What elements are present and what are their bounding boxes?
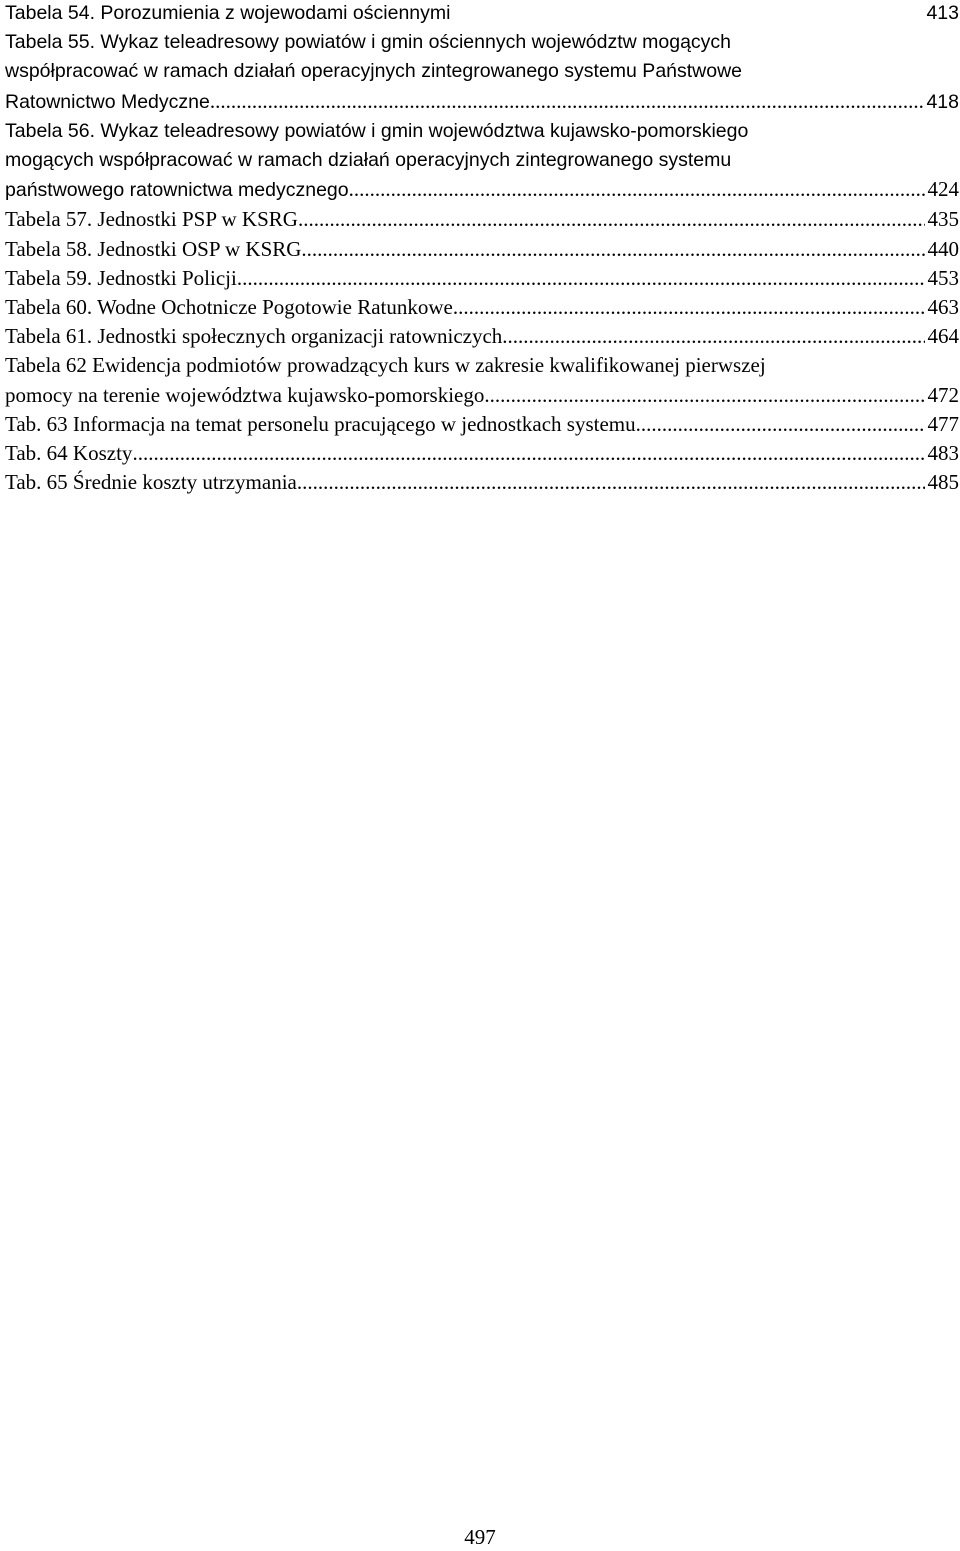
dot-leader xyxy=(237,264,925,293)
dot-leader xyxy=(297,468,925,497)
dot-leader xyxy=(349,175,925,204)
toc-page-number: 483 xyxy=(927,441,959,466)
toc-entry-title: Tab. 65 Średnie koszty utrzymania xyxy=(5,470,297,495)
toc-entry-title: Tabela 60. Wodne Ochotnicze Pogotowie Ratunkowe xyxy=(5,295,453,320)
toc-entry-last-line xyxy=(5,264,959,293)
toc-entry-title: Tab. 64 Koszty xyxy=(5,441,133,466)
toc-page-number: 453 xyxy=(927,265,959,290)
toc-page-number: 440 xyxy=(927,236,959,261)
toc-page-number: 424 xyxy=(927,177,959,202)
dot-leader xyxy=(453,293,925,322)
dot-leader xyxy=(298,205,925,234)
toc-entry[interactable] xyxy=(5,410,959,439)
table-of-contents xyxy=(5,0,959,497)
toc-entry-last-line xyxy=(5,175,959,205)
toc-entry-last-line xyxy=(5,0,959,28)
toc-page-number: 435 xyxy=(927,207,959,232)
toc-entry[interactable] xyxy=(5,351,959,409)
dot-leader xyxy=(636,410,925,439)
toc-entry-title: Tab. 63 Informacja na temat personelu pracującego w jednostkach systemu xyxy=(5,411,636,436)
dot-leader xyxy=(210,87,924,116)
toc-entry-title: Tabela 57. Jednostki PSP w KSRG xyxy=(5,207,298,232)
toc-page-number: 477 xyxy=(927,411,959,436)
toc-entry-line: Tabela 55. Wykaz teleadresowy powiatów i gmin ościennych województw mogących xyxy=(5,31,732,54)
toc-entry-title: Tabela 54. Porozumienia z wojewodami ościennymi xyxy=(5,2,451,24)
toc-entry-title: Tabela 61. Jednostki społecznych organizacji ratowniczych xyxy=(5,324,503,349)
toc-entry-last-line xyxy=(5,87,959,117)
toc-entry-last-line xyxy=(5,205,959,234)
toc-page-number: 472 xyxy=(927,382,959,407)
toc-entry[interactable] xyxy=(5,293,959,322)
toc-entry[interactable] xyxy=(5,322,959,351)
toc-page-number: 413 xyxy=(926,2,959,24)
toc-page-number: 418 xyxy=(926,90,959,113)
toc-entry-line: mogących współpracować w ramach działań operacyjnych zintegrowanego systemu xyxy=(5,149,732,172)
dot-leader xyxy=(502,322,924,351)
dot-leader xyxy=(301,235,924,264)
toc-page-number: 485 xyxy=(927,470,959,495)
toc-entry[interactable] xyxy=(5,439,959,468)
page-number: 497 xyxy=(464,1525,496,1549)
toc-entry[interactable] xyxy=(5,468,959,497)
toc-entry-title: pomocy na terenie województwa kujawsko-pomorskiego xyxy=(5,382,485,407)
toc-entry[interactable] xyxy=(5,117,959,206)
toc-entry-last-line xyxy=(5,322,959,351)
toc-entry[interactable] xyxy=(5,205,959,234)
toc-page-number: 464 xyxy=(927,324,959,349)
toc-page-number: 463 xyxy=(927,295,959,320)
toc-entry[interactable] xyxy=(5,0,959,28)
toc-entry[interactable] xyxy=(5,264,959,293)
toc-entry[interactable] xyxy=(5,28,959,117)
toc-entry-title: Tabela 58. Jednostki OSP w KSRG xyxy=(5,236,302,261)
toc-entry-title: Ratownictwo Medyczne xyxy=(5,90,210,113)
toc-entry[interactable] xyxy=(5,235,959,264)
toc-entry-line: Tabela 56. Wykaz teleadresowy powiatów i gmin województwa kujawsko-pomorskiego xyxy=(5,119,749,142)
toc-entry-last-line xyxy=(5,439,959,468)
toc-entry-last-line xyxy=(5,381,959,410)
toc-entry-line: Tabela 62 Ewidencja podmiotów prowadzących kurs w zakresie kwalifikowanej pierwszej xyxy=(5,353,766,378)
toc-entry-last-line xyxy=(5,235,959,264)
toc-entry-last-line xyxy=(5,468,959,497)
dot-leader xyxy=(484,381,924,410)
toc-entry-last-line xyxy=(5,293,959,322)
toc-entry-title: państwowego ratownictwa medycznego xyxy=(5,179,349,202)
dot-leader xyxy=(132,439,924,468)
toc-entry-line: współpracować w ramach działań operacyjnych zintegrowanego systemu Państwowe xyxy=(5,60,743,83)
toc-entry-title: Tabela 59. Jednostki Policji xyxy=(5,265,237,290)
toc-list xyxy=(5,0,959,497)
toc-entry-last-line xyxy=(5,410,959,439)
